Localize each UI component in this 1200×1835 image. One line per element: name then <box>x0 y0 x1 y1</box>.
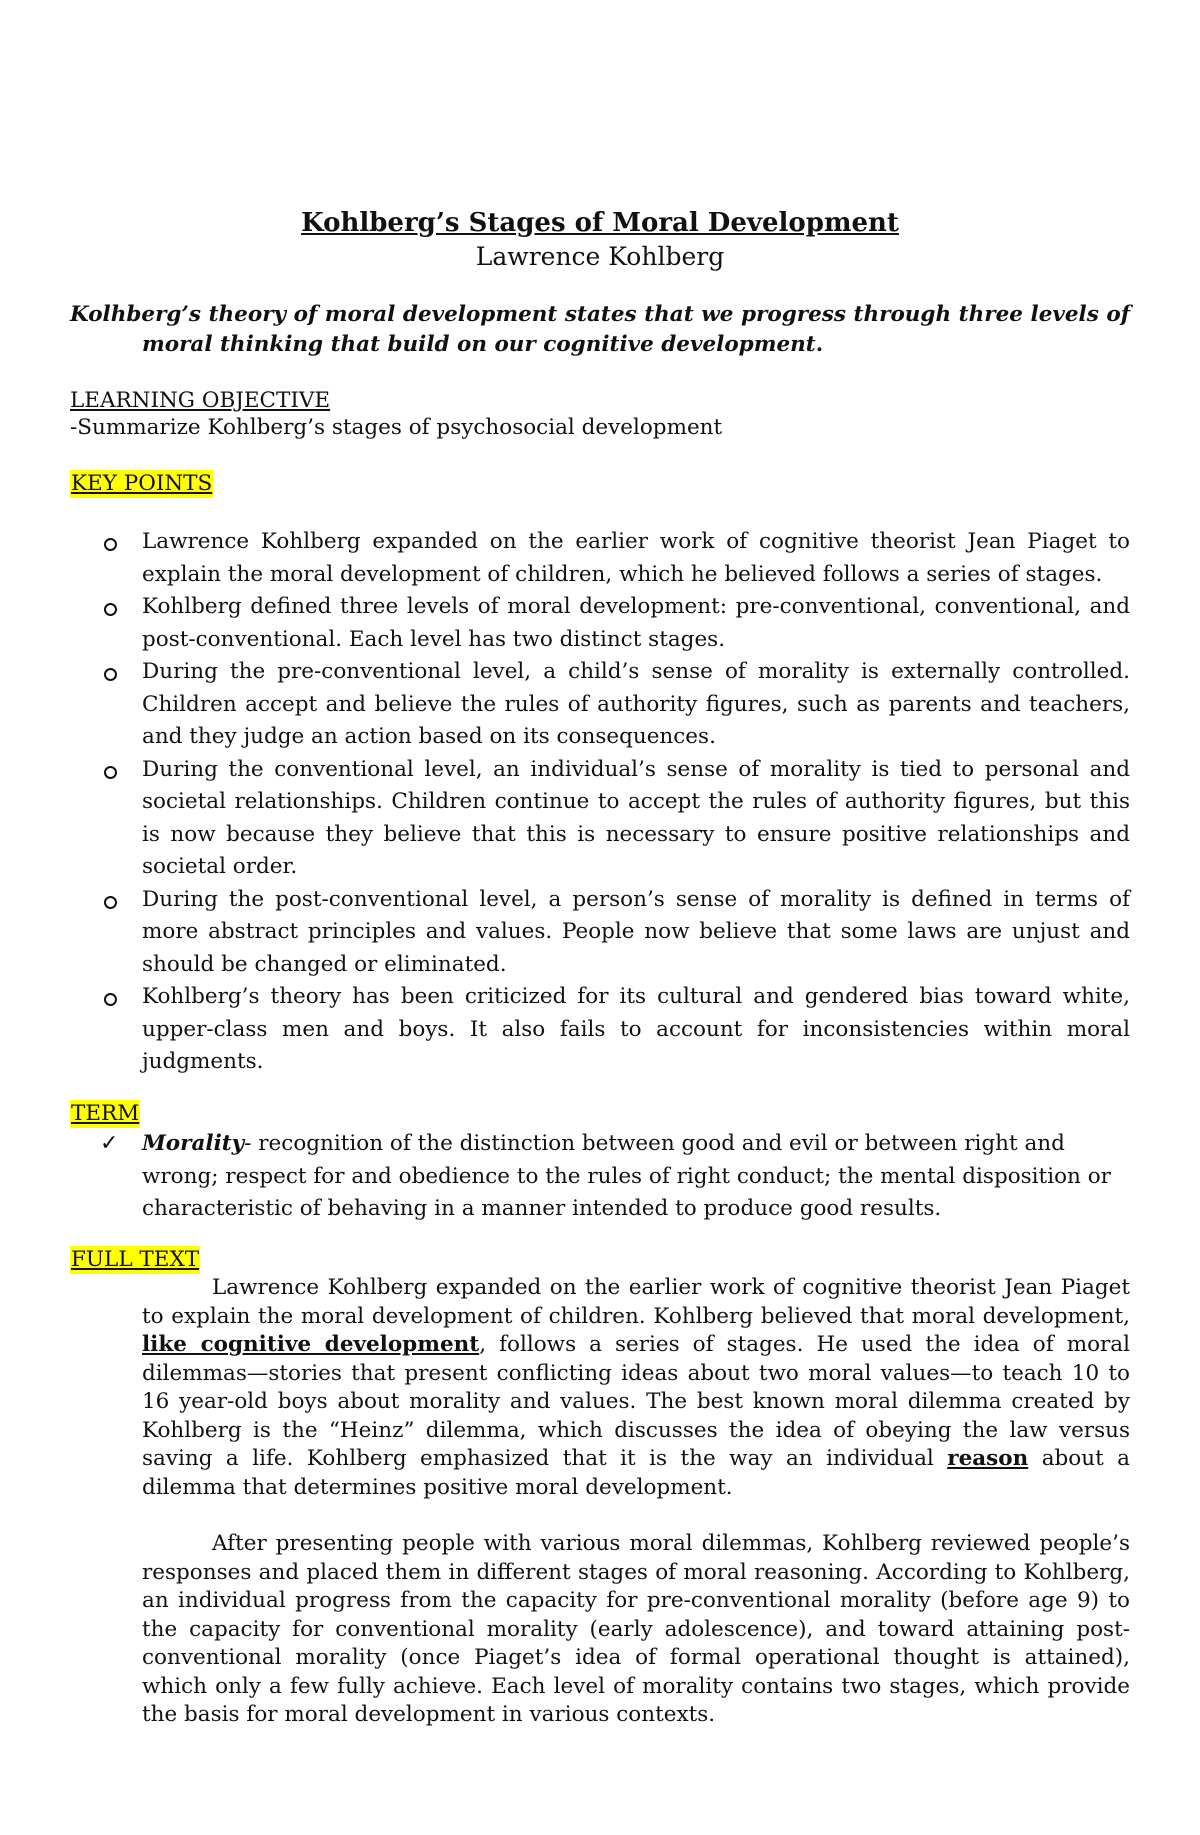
emphasis-like-cognitive-development: like cognitive development <box>142 1332 480 1357</box>
circle-bullet-icon <box>104 668 117 681</box>
key-point-item <box>142 591 1130 656</box>
key-point-item <box>142 656 1130 754</box>
term-definition <box>100 1128 1130 1226</box>
key-points-heading: KEY POINTS <box>71 471 213 496</box>
circle-bullet-icon <box>104 993 117 1006</box>
key-point-text: During the conventional level, an individual’s sense of morality is tied to personal and societal relationships. Children continue to accept the rules of authority figures, but this is now because they believe that this is necessary to ensure positive relationships and societal order. <box>142 756 1130 879</box>
key-point-item <box>142 981 1130 1079</box>
key-point-text: Lawrence Kohlberg expanded on the earlier work of cognitive theorist Jean Piaget to explain the moral development of children, which he believed follows a series of stages. <box>142 529 1130 587</box>
document-title: Kohlberg’s Stages of Moral Development <box>301 208 899 238</box>
checkmark-icon: ✓ <box>100 1131 119 1156</box>
paragraph-text: Lawrence Kohlberg expanded on the earlier work of cognitive theorist Jean Piaget to explain the moral development of children. Kohlberg believed that moral development, <box>142 1275 1130 1329</box>
key-point-text: During the pre-conventional level, a child’s sense of morality is externally controlled. Children accept and believe the rules of authority figures, such as parents and teachers, and they judge an action based on its consequences. <box>142 659 1130 749</box>
circle-bullet-icon <box>104 538 117 551</box>
learning-objective-heading: LEARNING OBJECTIVE <box>70 388 331 413</box>
key-point-item <box>142 754 1130 884</box>
term-heading: TERM <box>71 1101 140 1126</box>
document-author: Lawrence Kohlberg <box>475 242 725 271</box>
paragraph-text: , follows a series of stages. He used the idea of moral dilemmas—stories that present conflicting ideas about two moral values—to teach 10 to 16 year-old boys about morality and values. The best known moral dilemma created by Kohlberg is the “Heinz” dilemma, which discusses the idea of obeying the law versus saving a life. Kohlberg emphasized that it is the way an individual <box>142 1332 1130 1471</box>
key-point-item <box>142 884 1130 982</box>
full-text-paragraph-2: After presenting people with various moral dilemmas, Kohlberg reviewed people’s responses and placed them in different stages of moral reasoning. According to Kohlberg, an individual progress from the capacity for pre-conventional morality (before age 9) to the capacity for conventional morality (early adolescence), and toward attaining post-conventional morality (once Piaget’s idea of formal operational thought is attained), which only a few fully achieve. Each level of morality contains two stages, which provide the basis for moral development in various contexts. <box>142 1531 1130 1727</box>
full-text-heading: FULL TEXT <box>71 1247 200 1272</box>
emphasis-reason: reason <box>947 1446 1029 1471</box>
key-point-text: During the post-conventional level, a person’s sense of morality is defined in terms of more abstract principles and values. People now believe that some laws are unjust and should be changed or eliminated. <box>142 886 1130 977</box>
key-points-list <box>142 526 1130 1079</box>
term-word: Morality <box>142 1131 245 1156</box>
key-point-item <box>142 526 1130 591</box>
abstract-statement <box>70 300 1130 360</box>
paragraph-text: about a dilemma that determines positive moral development. <box>142 1446 1131 1500</box>
circle-bullet-icon <box>104 603 117 616</box>
learning-objective-text: -Summarize Kohlberg’s stages of psychosocial development <box>70 415 723 440</box>
abstract-period: . <box>815 332 824 357</box>
circle-bullet-icon <box>104 766 117 779</box>
circle-bullet-icon <box>104 896 117 909</box>
abstract-text: Kolhberg’s theory of moral development states that we progress through three levels of moral thinking that build on our cognitive development <box>70 302 1130 357</box>
key-point-text: Kohlberg’s theory has been criticized for its cultural and gendered bias toward white, upper-class men and boys. It also fails to account for inconsistencies within moral judgments. <box>142 984 1130 1074</box>
term-definition-text: - recognition of the distinction between good and evil or between right and wrong; respect for and obedience to the rules of right conduct; the mental disposition or characteristic of behaving in a manner intended to produce good results. <box>142 1131 1111 1221</box>
full-text-paragraph-1 <box>142 1274 1130 1502</box>
key-point-text: Kohlberg defined three levels of moral development: pre-conventional, conventional, and post-conventional. Each level has two distinct stages. <box>142 594 1130 652</box>
